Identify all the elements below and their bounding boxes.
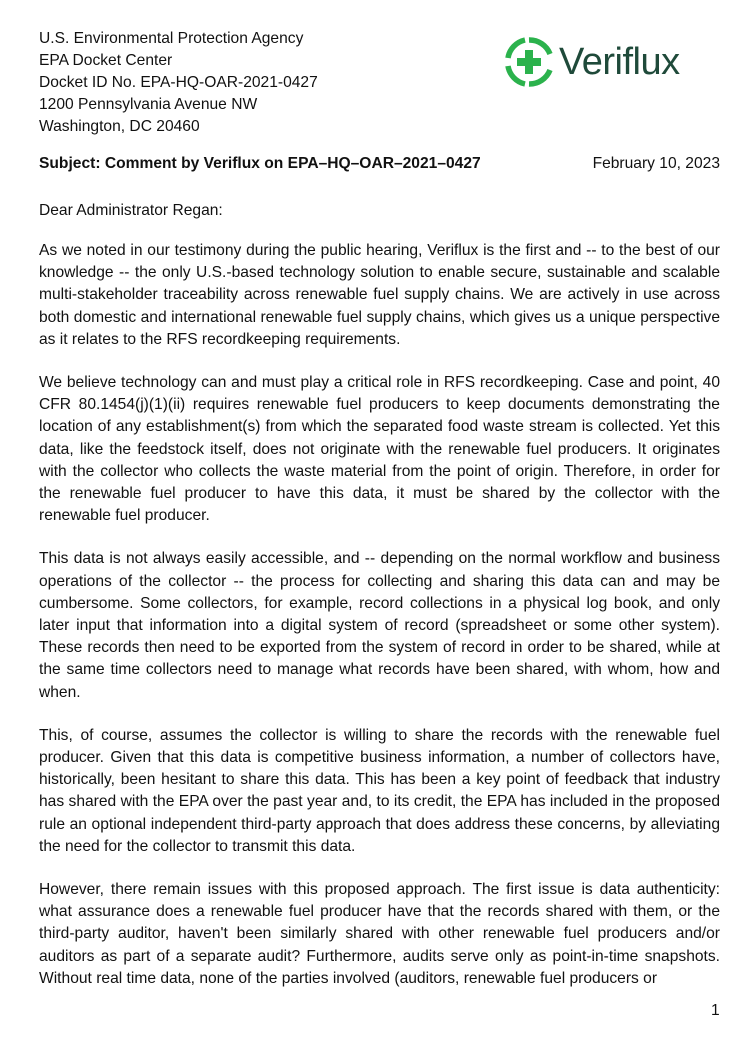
address-line: Washington, DC 20460: [39, 118, 200, 135]
salutation: Dear Administrator Regan:: [39, 202, 223, 219]
subject-row: [39, 153, 720, 175]
recipient-address: [39, 28, 318, 138]
body-paragraph: We believe technology can and must play a critical role in RFS recordkeeping. Case and point, 40 CFR 80.1454(j)(1)(ii) requires renewable fuel producers to keep documents demonstrating the location of any establishment(s) from which the separated food waste stream is collected. Yet this data, like the feedstock itself, does not originate with the renewable fuel producers. It originates with the collector who collects the waste material from the point of origin. Therefore, in order for the renewable fuel producer to have this data, it must be shared by the collector with the renewable fuel producer.: [39, 374, 720, 525]
letter-date: February 10, 2023: [592, 155, 720, 172]
subject-line: Subject: Comment by Veriflux on EPA–HQ–OAR–2021–0427: [39, 155, 481, 172]
address-line: U.S. Environmental Protection Agency: [39, 30, 304, 47]
address-line: Docket ID No. EPA-HQ-OAR-2021-0427: [39, 74, 318, 91]
address-line: EPA Docket Center: [39, 52, 173, 69]
body-paragraph: This data is not always easily accessible, and -- depending on the normal workflow and business operations of the collector -- the process for collecting and sharing this data can and may be cumbersome. Some collectors, for example, record collections in a physical log book, and only later input that information into a digital system of record (spreadsheet or some other system). These records then need to be exported from the system of record in order to be shared, while at the same time collectors need to manage what records have been shared, with whom, how and when.: [39, 550, 720, 701]
veriflux-logo: [505, 36, 680, 88]
logo-wordmark: Veriflux: [559, 41, 680, 83]
letter-body: [39, 240, 720, 1011]
page-number: 1: [711, 1002, 720, 1019]
veriflux-logo-icon: [505, 36, 553, 88]
body-paragraph: This, of course, assumes the collector is willing to share the records with the renewable fuel producer. Given that this data is competitive business information, a number of collectors have, historically, been hesitant to share this data. This has been a key point of feedback that industry has shared with the EPA over the past year and, to its credit, the EPA has included in the proposed rule an optional independent third-party approach that does address these concerns, by alleviating the need for the collector to transmit this data.: [39, 726, 720, 855]
body-paragraph: However, there remain issues with this proposed approach. The first issue is data authenticity: what assurance does a renewable fuel producer have that the records shared with them, or the third-party auditor, haven't been similarly shared with other renewable fuel producers and/or auditors as part of a separate audit? Furthermore, audits serve only as point-in-time snapshots. Without real time data, none of the parties involved (auditors, renewable fuel producers or: [39, 881, 720, 987]
body-paragraph: As we noted in our testimony during the public hearing, Veriflux is the first and -- to the best of our knowledge -- the only U.S.-based technology solution to enable secure, sustainable and scalable multi-stakeholder traceability across renewable fuel supply chains. We are actively in use across both domestic and international renewable fuel supply chains, which gives us a unique perspective as it relates to the RFS recordkeeping requirements.: [39, 242, 720, 348]
address-line: 1200 Pennsylvania Avenue NW: [39, 96, 258, 113]
